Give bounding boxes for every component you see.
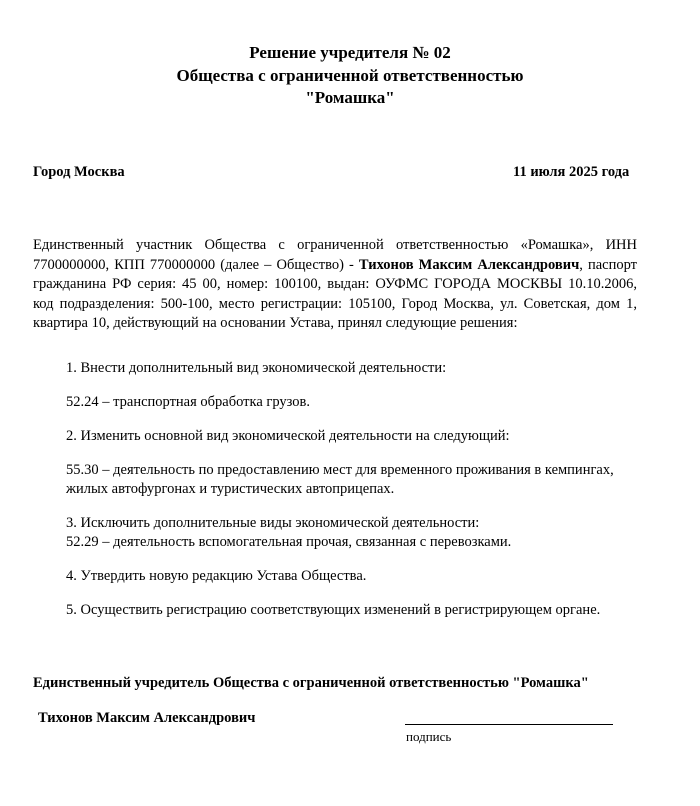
- decision-3-detail: 52.29 – деятельность вспомогательная прочая, связанная с перевозками.: [66, 534, 512, 550]
- intro-line-2-end: , паспорт: [579, 256, 637, 273]
- intro-line-2-start: 7700000000, КПП 770000000 (далее – Общество) -: [33, 256, 359, 273]
- document-title-line-2: Общества с ограниченной ответственностью: [176, 66, 524, 85]
- signature-line: [405, 724, 613, 725]
- intro-line-2: [33, 256, 637, 276]
- intro-line-1: Единственный участник Общества с ограниченной ответственностью «Ромашка», ИНН: [33, 237, 637, 253]
- document-title-line-3: "Ромашка": [305, 88, 395, 107]
- participant-name: Тихонов Максим Александрович: [358, 256, 580, 273]
- intro-paragraph: [33, 236, 637, 334]
- decision-2-detail-line-1: 55.30 – деятельность по предоставлению мест для временного проживания в кемпингах,: [66, 462, 614, 478]
- intro-line-4: код подразделения: 500-100, место регистрации: 105100, Город Москва, ул. Советская, дом 1,: [33, 295, 637, 312]
- decision-2-detail-line-2: жилых автофургонах и туристических автоприцепах.: [66, 481, 395, 497]
- intro-line-5: квартира 10, действующий на основании Устава, принял следующие решения:: [33, 315, 518, 331]
- decision-1: 1. Внести дополнительный вид экономической деятельности:: [66, 360, 447, 376]
- document-title-line-1: Решение учредителя № 02: [249, 43, 451, 62]
- decision-2: 2. Изменить основной вид экономической деятельности на следующий:: [66, 428, 510, 444]
- intro-line-3: гражданина РФ серия: 45 00, номер: 100100, выдан: ОУФМС ГОРОДА МОСКВЫ 10.10.2006,: [33, 276, 637, 292]
- decision-3: 3. Исключить дополнительные виды экономической деятельности:: [66, 515, 480, 531]
- founder-name: Тихонов Максим Александрович: [38, 710, 256, 726]
- decision-5: 5. Осуществить регистрацию соответствующих изменений в регистрирующем органе.: [66, 602, 601, 618]
- signature-caption: подпись: [406, 729, 452, 744]
- document-date: 11 июля 2025 года: [513, 164, 630, 180]
- city: Город Москва: [33, 164, 125, 180]
- decision-4: 4. Утвердить новую редакцию Устава Общества.: [66, 568, 367, 584]
- decision-1-detail: 52.24 – транспортная обработка грузов.: [66, 394, 311, 410]
- founder-label: Единственный учредитель Общества с ограниченной ответственностью "Ромашка": [33, 675, 589, 691]
